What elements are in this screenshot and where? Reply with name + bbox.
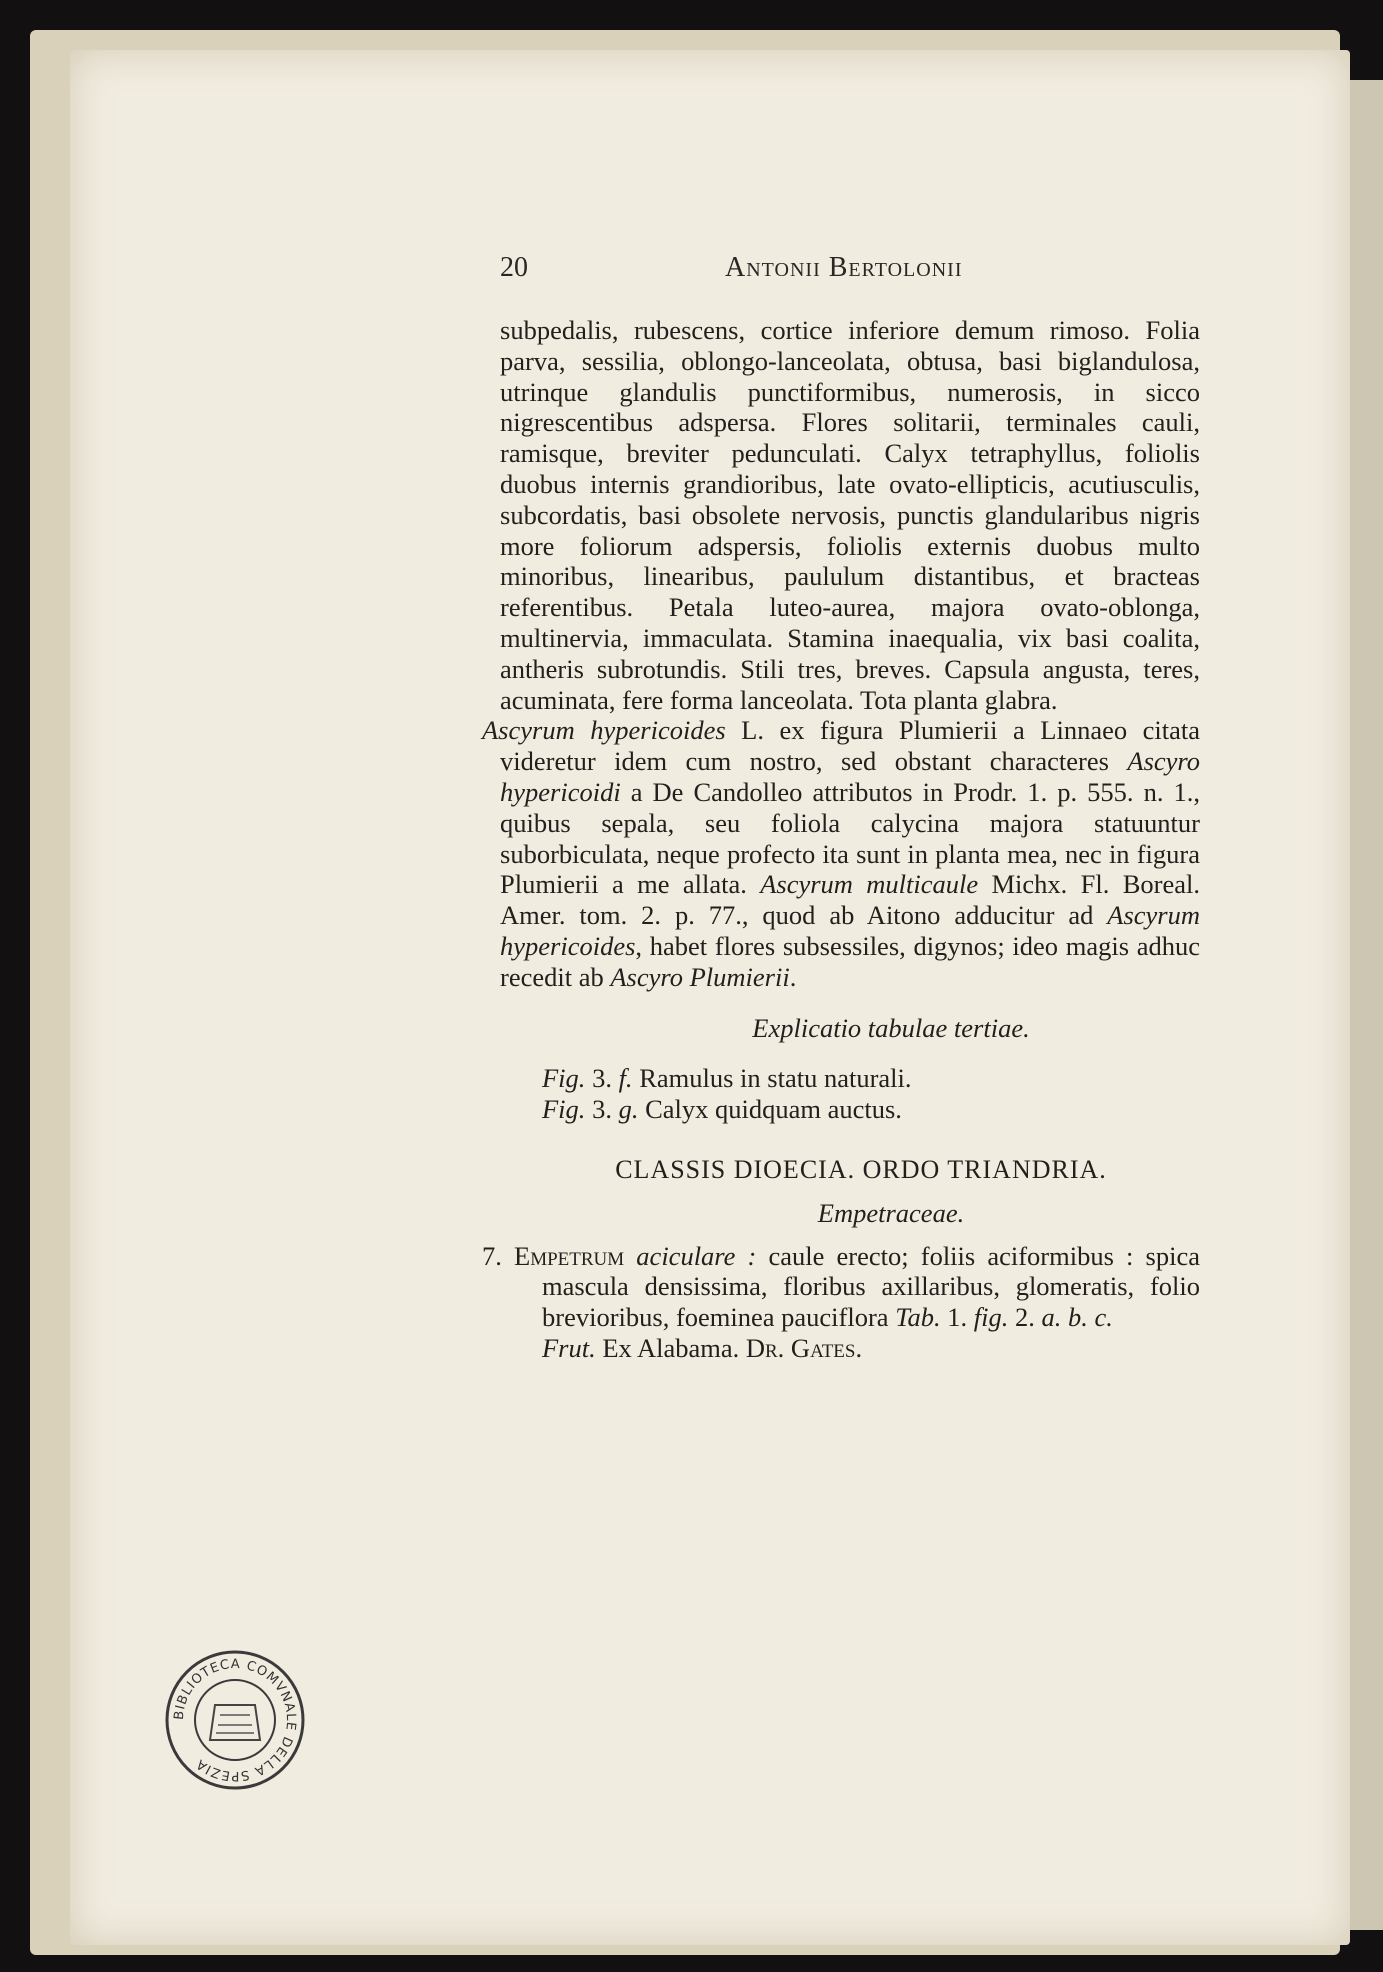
tab-label: Tab. xyxy=(895,1302,941,1333)
fig-letter: g. xyxy=(618,1094,639,1125)
tab-number: 1. xyxy=(940,1302,974,1333)
fig-label: Fig. xyxy=(542,1094,586,1125)
taxon-name: Ascyrum hypericoides xyxy=(482,715,726,746)
figure-list xyxy=(482,1063,1200,1125)
fig-number: 3. xyxy=(585,1094,619,1125)
taxon-name: Ascyro Plumierii xyxy=(610,961,790,992)
taxon-name: Ascyro hypericoidi xyxy=(500,746,1200,807)
fig-letter: f. xyxy=(618,1063,633,1094)
fig-label: Fig. xyxy=(542,1063,586,1094)
habit-label: Frut. xyxy=(542,1332,596,1363)
fig-text: Calyx quidquam auctus. xyxy=(638,1094,902,1125)
text-run: L. ex figura Plumierii a Linnaeo citata videretur idem cum nostro, sed obstant characteres xyxy=(500,715,1201,777)
figure-caption xyxy=(542,1063,1200,1094)
text-run: a De Candolleo attributos in Prodr. 1. p. 555. n. 1., quibus sepala, seu foliola calycina majora statuuntur suborbiculata, neque profecto ita sunt in planta mea, nec in figura Plumierii a me allata. xyxy=(500,776,1200,900)
species-epithet: aciculare : xyxy=(624,1240,757,1271)
commentary-paragraph xyxy=(482,715,1200,992)
text-run: , habet flores subsessiles, digynos; ideo magis adhuc recedit ab xyxy=(500,930,1200,992)
body-text xyxy=(482,315,1200,1364)
species-number: 7. xyxy=(482,1240,515,1271)
taxon-name: Ascyrum multicaule xyxy=(760,869,979,900)
page-number: 20 xyxy=(500,252,528,283)
species-entry xyxy=(482,1241,1200,1364)
description-paragraph: subpedalis, rubescens, cortice inferiore demum rimoso. Folia parva, sessilia, oblongo-lanceolata, obtusa, basi biglandulosa, utrinque glandulis punctiformibus, numerosis, in sicco nigrescentibus adspersa. Flores solitarii, terminales cauli, ramisque, breviter pedunculati. Calyx tetraphyllus, foliolis duobus internis grandioribus, late ovato-ellipticis, acutiusculis, subcordatis, basi obsolete nervosis, punctis glandularibus nigris more foliorum adspersis, foliolis externis duobus multo minoribus, linearibus, paululum distantibus, et bracteas referentibus. Petala luteo-aurea, majora ovato-oblonga, multinervia, immaculata. Stamina inaequalia, vix basi coalita, antheris subrotundis. Stili tres, breves. Capsula angusta, teres, acuminata, fere forma lanceolata. Tota planta glabra. xyxy=(500,315,1200,715)
family-heading: Empetraceae. xyxy=(817,1197,965,1228)
figure-caption xyxy=(542,1094,1200,1125)
fig-letters: a. b. c. xyxy=(1041,1302,1113,1333)
fig-number: 3. xyxy=(585,1063,619,1094)
genus-name: Empetrum xyxy=(514,1240,625,1271)
collector: Dr. Gates. xyxy=(745,1332,863,1363)
class-heading: CLASSIS DIOECIA. ORDO TRIANDRIA. xyxy=(615,1154,1107,1184)
taxon-name: Ascyrum hypericoides xyxy=(500,900,1200,961)
facing-page-edge xyxy=(1345,80,1383,1930)
text-run: Michx. Fl. Boreal. Amer. tom. 2. p. 77., quod ab Aitono adducitur ad xyxy=(500,869,1200,931)
library-stamp xyxy=(160,1645,310,1795)
fig-number: 2. xyxy=(1008,1302,1042,1333)
svg-text:BIBLIOTECA COMVNALE DELLA SPEZ xyxy=(172,1657,298,1783)
stamp-text: BIBLIOTECA COMVNALE DELLA SPEZIA xyxy=(171,1656,299,1784)
species-description: caule erecto; foliis aciformibus : spica mascula densissima, floribus axillaribus, glomeratis, folio brevioribus, foeminea pauciflora xyxy=(542,1240,1200,1333)
stamp-seal-icon xyxy=(160,1645,310,1795)
running-head: Antonii Bertolonii xyxy=(725,252,963,283)
fig-text: Ramulus in statu naturali. xyxy=(632,1063,912,1094)
explicatio-title: Explicatio tabulae tertiae. xyxy=(752,1012,1030,1043)
fig-label: fig. xyxy=(973,1302,1009,1333)
text-run: . xyxy=(789,961,797,992)
locality: Ex Alabama. xyxy=(595,1332,746,1363)
